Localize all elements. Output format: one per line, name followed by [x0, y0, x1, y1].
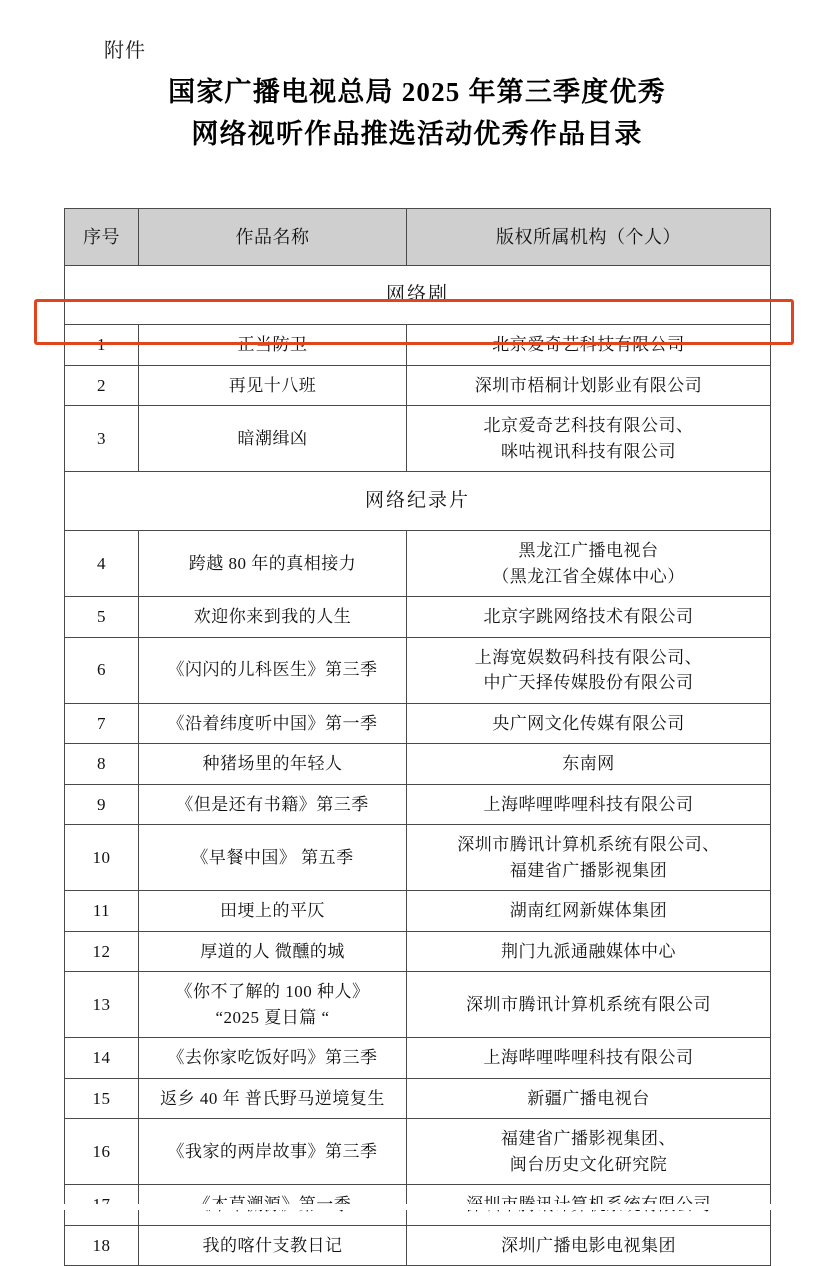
row-copyright-owner: 上海哔哩哔哩科技有限公司 — [407, 784, 771, 825]
catalog-table-container — [64, 208, 770, 1266]
row-work-title: 再见十八班 — [139, 365, 407, 406]
row-copyright-owner: 上海宽娱数码科技有限公司、 中广天择传媒股份有限公司 — [407, 637, 771, 703]
table-row — [65, 891, 771, 932]
row-work-title: 《闪闪的儿科医生》第三季 — [139, 637, 407, 703]
section-label: 网络纪录片 — [65, 472, 771, 531]
row-index: 12 — [65, 931, 139, 972]
row-copyright-owner: 荆门九派通融媒体中心 — [407, 931, 771, 972]
row-index: 14 — [65, 1038, 139, 1079]
row-copyright-owner: 福建省广播影视集团、 闽台历史文化研究院 — [407, 1119, 771, 1185]
column-header-title: 作品名称 — [139, 209, 407, 266]
table-header — [65, 209, 771, 266]
table-row — [65, 1119, 771, 1185]
row-work-title: 《你不了解的 100 种人》 “2025 夏日篇 “ — [139, 972, 407, 1038]
row-index: 13 — [65, 972, 139, 1038]
table-section-row — [65, 472, 771, 531]
row-work-title: 《但是还有书籍》第三季 — [139, 784, 407, 825]
table-row — [65, 1078, 771, 1119]
row-work-title: 跨越 80 年的真相接力 — [139, 531, 407, 597]
row-work-title: 厚道的人 微醺的城 — [139, 931, 407, 972]
row-copyright-owner: 深圳广播电影电视集团 — [407, 1225, 771, 1266]
row-work-title: 《我家的两岸故事》第三季 — [139, 1119, 407, 1185]
table-row — [65, 406, 771, 472]
row-work-title: 暗潮缉凶 — [139, 406, 407, 472]
column-header-index: 序号 — [65, 209, 139, 266]
table-row — [65, 325, 771, 366]
row-copyright-owner: 上海哔哩哔哩科技有限公司 — [407, 1038, 771, 1079]
table-row — [65, 784, 771, 825]
row-copyright-owner: 北京爱奇艺科技有限公司、 咪咕视讯科技有限公司 — [407, 406, 771, 472]
row-copyright-owner: 湖南红网新媒体集团 — [407, 891, 771, 932]
row-index: 4 — [65, 531, 139, 597]
row-work-title: 返乡 40 年 普氏野马逆境复生 — [139, 1078, 407, 1119]
row-copyright-owner: 新疆广播电视台 — [407, 1078, 771, 1119]
row-index: 9 — [65, 784, 139, 825]
row-copyright-owner: 东南网 — [407, 744, 771, 785]
table-row — [65, 972, 771, 1038]
row-work-title: 田埂上的平仄 — [139, 891, 407, 932]
catalog-table — [64, 208, 771, 1266]
row-index: 11 — [65, 891, 139, 932]
row-index: 5 — [65, 597, 139, 638]
row-index: 1 — [65, 325, 139, 366]
table-row — [65, 637, 771, 703]
row-copyright-owner: 北京字跳网络技术有限公司 — [407, 597, 771, 638]
table-row — [65, 703, 771, 744]
table-row — [65, 365, 771, 406]
row-index: 16 — [65, 1119, 139, 1185]
table-row — [65, 531, 771, 597]
row-work-title: 正当防卫 — [139, 325, 407, 366]
row-index: 3 — [65, 406, 139, 472]
row-work-title: 《沿着纬度听中国》第一季 — [139, 703, 407, 744]
table-section-row — [65, 266, 771, 325]
section-label: 网络剧 — [65, 266, 771, 325]
page-title-line-2: 网络视听作品推选活动优秀作品目录 — [191, 118, 643, 149]
table-body — [65, 266, 771, 1266]
row-copyright-owner: 深圳市腾讯计算机系统有限公司、 福建省广播影视集团 — [407, 825, 771, 891]
table-row — [65, 1038, 771, 1079]
row-work-title: 《去你家吃饭好吗》第三季 — [139, 1038, 407, 1079]
table-header-row — [65, 209, 771, 266]
row-index: 7 — [65, 703, 139, 744]
table-row — [65, 825, 771, 891]
row-work-title: 我的喀什支教日记 — [139, 1225, 407, 1266]
row-copyright-owner: 黑龙江广播电视台 （黑龙江省全媒体中心） — [407, 531, 771, 597]
table-row — [65, 744, 771, 785]
row-index: 2 — [65, 365, 139, 406]
row-index: 8 — [65, 744, 139, 785]
table-row — [65, 931, 771, 972]
row-index: 18 — [65, 1225, 139, 1266]
row-copyright-owner: 深圳市腾讯计算机系统有限公司 — [407, 972, 771, 1038]
column-header-org: 版权所属机构（个人） — [407, 209, 771, 266]
row-copyright-owner: 北京爱奇艺科技有限公司 — [407, 325, 771, 366]
page-title-line-1: 国家广播电视总局 2025 年第三季度优秀 — [168, 77, 666, 107]
table-row — [65, 597, 771, 638]
table-row — [65, 1225, 771, 1266]
row-index: 15 — [65, 1078, 139, 1119]
row-work-title: 《早餐中国》 第五季 — [139, 825, 407, 891]
page-bottom-edge — [0, 1204, 834, 1210]
page-title — [117, 72, 717, 156]
row-work-title: 种猪场里的年轻人 — [139, 744, 407, 785]
row-copyright-owner: 深圳市梧桐计划影业有限公司 — [407, 365, 771, 406]
row-copyright-owner: 央广网文化传媒有限公司 — [407, 703, 771, 744]
attachment-label: 附件 — [104, 40, 146, 62]
row-index: 10 — [65, 825, 139, 891]
row-index: 6 — [65, 637, 139, 703]
row-work-title: 欢迎你来到我的人生 — [139, 597, 407, 638]
